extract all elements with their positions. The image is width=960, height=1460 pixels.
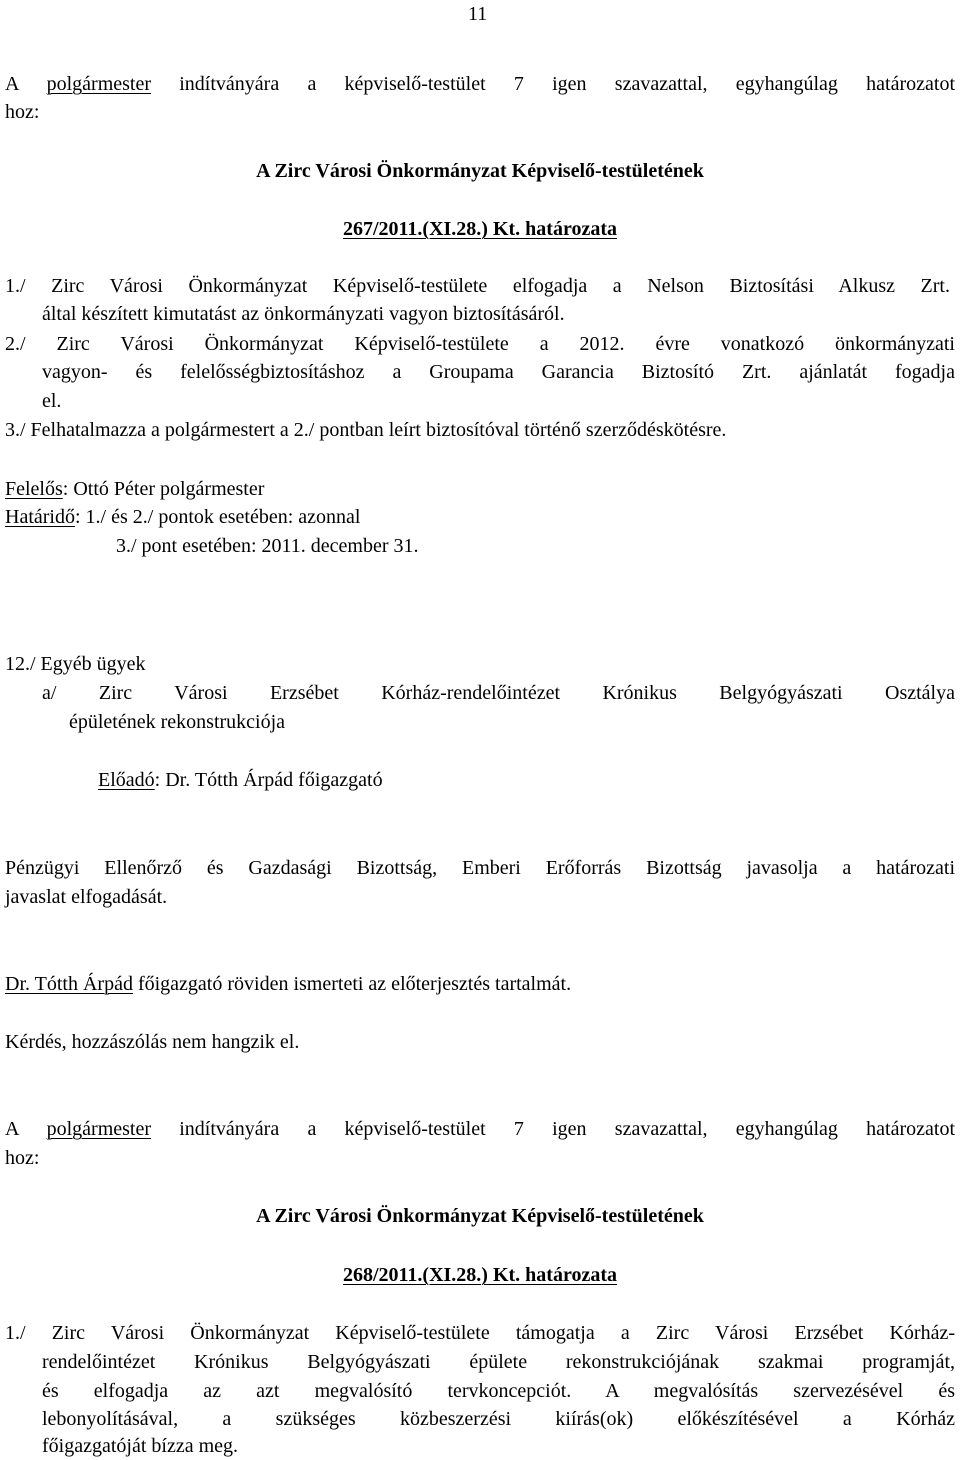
resolution-item: főigazgatóját bízza meg.: [42, 1435, 239, 1457]
presentation-line: [5, 970, 571, 998]
deadline-label: Határidő: [5, 506, 75, 528]
questions-line: Kérdés, hozzászólás nem hangzik el.: [5, 1031, 300, 1053]
agenda-title: 12./ Egyéb ügyek: [5, 653, 146, 675]
resolution-number: [0, 215, 960, 243]
motion-prefix: A: [5, 73, 47, 95]
resolution-heading: A Zirc Városi Önkormányzat Képviselő-testületének: [256, 1205, 704, 1227]
resolution-item: el.: [42, 390, 62, 412]
resolution-item: vagyon- és felelősségbiztosításhoz a Groupama Garancia Biztosító Zrt. ajánlatát fogadja: [42, 361, 955, 383]
deadline-line-2: 3./ pont esetében: 2011. december 31.: [116, 535, 419, 557]
resolution-item: rendelőintézet Krónikus Belgyógyászati épülete rekonstrukciójának szakmai programját,: [42, 1351, 955, 1373]
mayor-link[interactable]: polgármester: [46, 1118, 151, 1140]
presenter-line: [98, 766, 383, 794]
resolution-item: 2./ Zirc Városi Önkormányzat Képviselő-testülete a 2012. évre vonatkozó önkormányzati: [5, 333, 955, 355]
motion-text: indítványára a képviselő-testület 7 igen szavazattal, egyhangúlag határozatot: [151, 1118, 956, 1140]
mayor-link[interactable]: polgármester: [46, 73, 151, 95]
presenter-value: : Dr. Tótth Árpád főigazgató: [154, 769, 383, 791]
presentation-text: főigazgató röviden ismerteti az előterjesztés tartalmát.: [132, 973, 572, 995]
resolution-item: 1./ Zirc Városi Önkormányzat Képviselő-testülete elfogadja a Nelson Biztosítási Alkusz Zrt.: [5, 275, 950, 297]
resolution-item: által készített kimutatást az önkormányzati vagyon biztosításáról.: [42, 303, 565, 325]
motion-continuation: hoz:: [5, 101, 40, 123]
motion-line: [5, 1115, 955, 1143]
responsible-line: [5, 475, 264, 503]
agenda-subtitle: a/ Zirc Városi Erzsébet Kórház-rendelőintézet Krónikus Belgyógyászati Osztálya: [42, 682, 955, 704]
resolution-number-text: 267/2011.(XI.28.) Kt. határozata: [342, 218, 618, 240]
resolution-item: és elfogadja az azt megvalósító tervkoncepciót. A megvalósítás szervezésével és: [42, 1380, 955, 1402]
agenda-subtitle-cont: épületének rekonstrukciója: [69, 711, 286, 733]
resolution-number: [0, 1261, 960, 1289]
responsible-label: Felelős: [5, 478, 63, 500]
committee-line: Pénzügyi Ellenőrző és Gazdasági Bizottság, Emberi Erőforrás Bizottság javasolja a határozati: [5, 857, 955, 879]
presenter-name: Dr. Tótth Árpád: [5, 973, 133, 995]
resolution-number-text: 268/2011.(XI.28.) Kt. határozata: [342, 1264, 618, 1286]
responsible-value: : Ottó Péter polgármester: [62, 478, 265, 500]
resolution-item: 1./ Zirc Városi Önkormányzat Képviselő-testülete támogatja a Zirc Városi Erzsébet Kórház-: [5, 1322, 955, 1344]
page-number: 11: [468, 3, 488, 25]
motion-line: [5, 70, 955, 98]
deadline-line: [5, 503, 360, 531]
committee-line-cont: javaslat elfogadását.: [5, 886, 168, 908]
resolution-item: 3./ Felhatalmazza a polgármestert a 2./ pontban leírt biztosítóval történő szerződéskötésre.: [5, 419, 727, 441]
resolution-item: lebonyolításával, a szükséges közbeszerzési kiírás(ok) előkészítésével a Kórház: [42, 1408, 955, 1430]
deadline-value: : 1./ és 2./ pontok esetében: azonnal: [74, 506, 361, 528]
motion-continuation: hoz:: [5, 1147, 40, 1169]
resolution-heading: A Zirc Városi Önkormányzat Képviselő-testületének: [256, 160, 704, 182]
motion-prefix: A: [5, 1118, 47, 1140]
motion-text: indítványára a képviselő-testület 7 igen szavazattal, egyhangúlag határozatot: [151, 73, 956, 95]
presenter-label: Előadó: [98, 769, 155, 791]
